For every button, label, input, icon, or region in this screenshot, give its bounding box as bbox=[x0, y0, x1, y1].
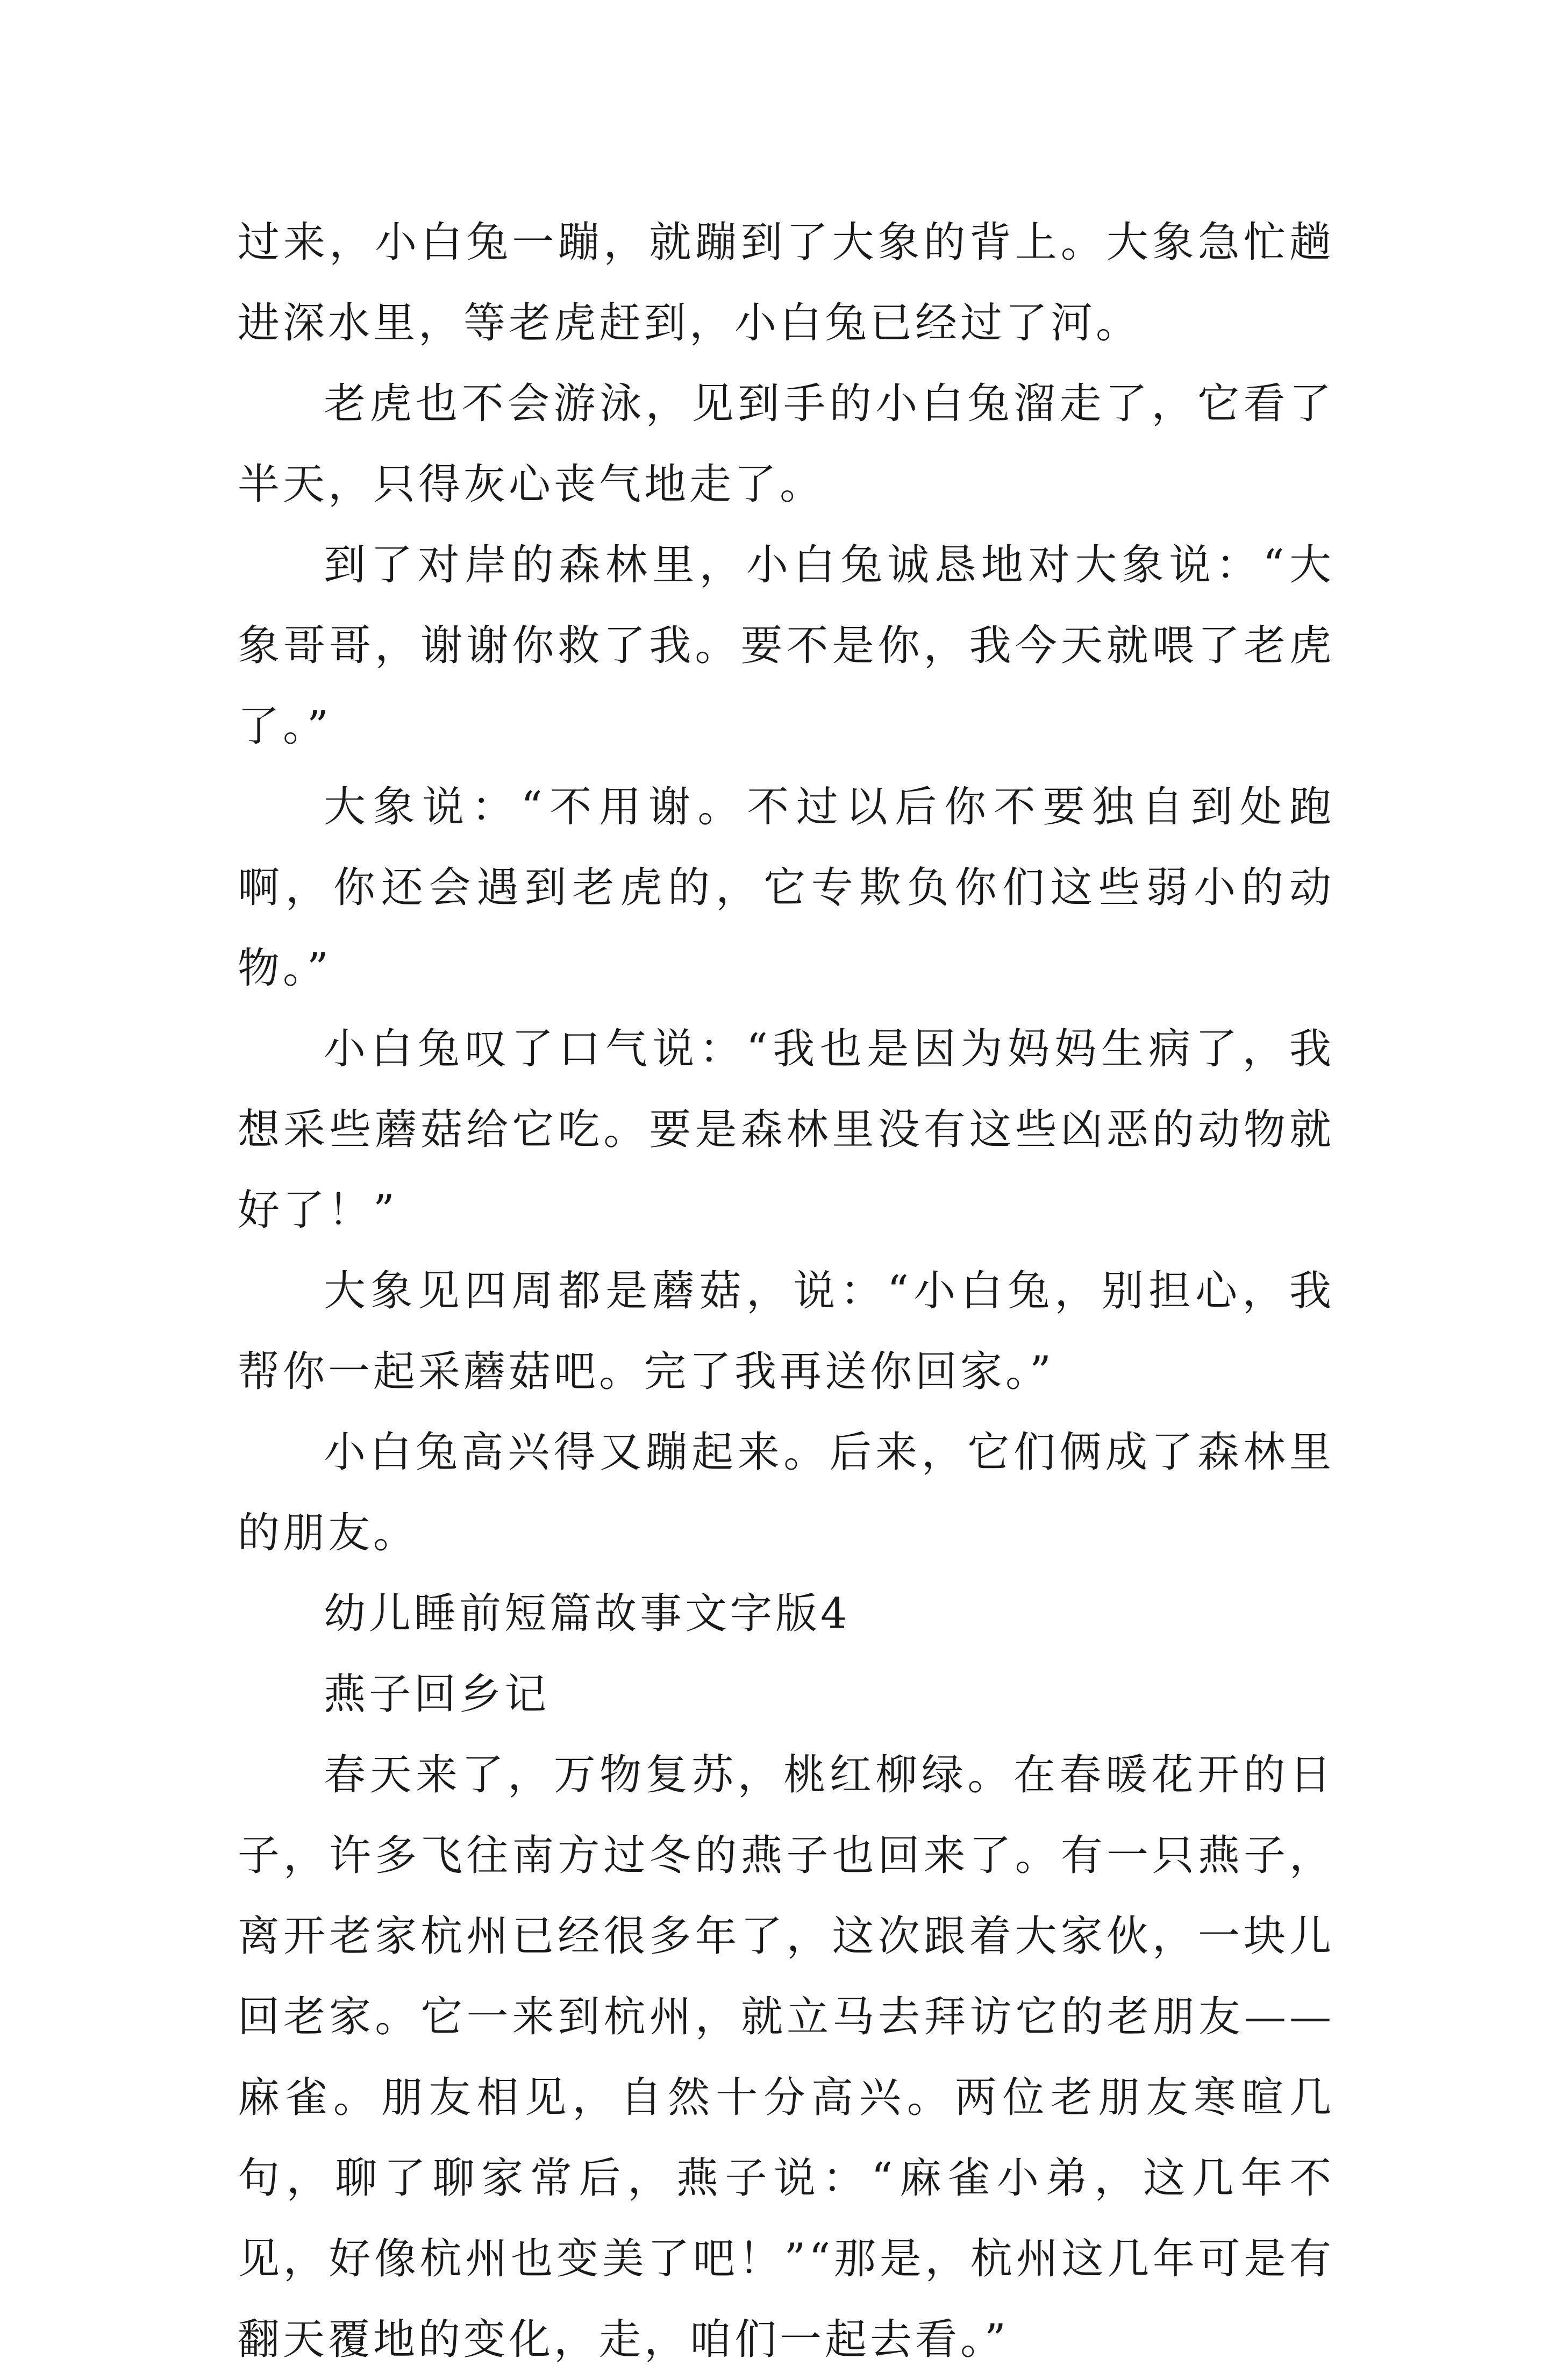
paragraph-elephant-offers-help: 大象见四周都是蘑菇，说：“小白兔，别担心，我帮你一起采蘑菇吧。完了我再送你回家。” bbox=[238, 1267, 1334, 1396]
story-title: 燕子回乡记 bbox=[324, 1670, 550, 1719]
paragraph-become-friends: 小白兔高兴得又蹦起来。后来，它们俩成了森林里的朋友。 bbox=[238, 1428, 1334, 1557]
paragraph-swallow-returns: 春天来了，万物复苏，桃红柳绿。在春暖花开的日子，许多飞往南方过冬的燕子也回来了。有一只燕子，离开老家杭州已经很多年了，这次跟着大家伙，一块儿回老家。它一来到杭州，就立马去拜访它的老朋友——麻雀。朋友相见，自然十分高兴。两位老朋友寒暄几句，聊了聊家常后，燕子说：“麻雀小弟，这几年不见，好像杭州也变美了吧！”“那是，杭州这几年可是有翻天覆地的变化，走，咱们一起去看。” bbox=[238, 1751, 1334, 2364]
document-body bbox=[238, 202, 1334, 2380]
paragraph-elephant-advice: 大象说：“不用谢。不过以后你不要独自到处跑啊，你还会遇到老虎的，它专欺负你们这些弱小的动物。” bbox=[238, 783, 1334, 993]
section-heading: 幼儿睡前短篇故事文字版4 bbox=[324, 1590, 851, 1638]
paragraph-rabbit-thanks: 到了对岸的森林里，小白兔诚恳地对大象说：“大象哥哥，谢谢你救了我。要不是你，我今天就喂了老虎了。” bbox=[238, 541, 1334, 751]
paragraph-tiger-leaves: 老虎也不会游泳，见到手的小白兔溜走了，它看了半天，只得灰心丧气地走了。 bbox=[238, 380, 1334, 509]
paragraph-rabbit-sighs: 小白兔叹了口气说：“我也是因为妈妈生病了，我想采些蘑菇给它吃。要是森林里没有这些凶恶的动物就好了！” bbox=[238, 1025, 1334, 1235]
paragraph-story-continuation: 过来，小白兔一蹦，就蹦到了大象的背上。大象急忙趟进深水里，等老虎赶到，小白兔已经过了河。 bbox=[238, 218, 1334, 347]
